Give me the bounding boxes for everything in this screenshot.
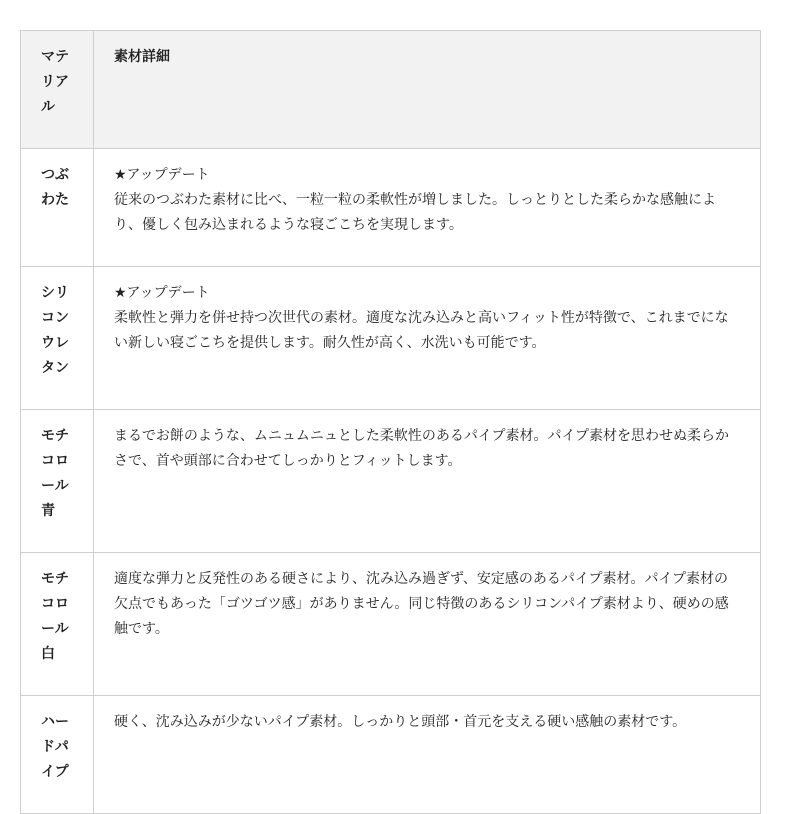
table-row xyxy=(21,149,761,267)
material-detail-cell xyxy=(94,696,761,814)
material-detail: 適度な弾力と反発性のある硬さにより、沈み込み過ぎず、安定感のあるパイプ素材。パイプ素材の欠点でもあった「ゴツゴツ感」がありません。同じ特徴のあるシリコンパイプ素材より、硬めの感触です。 xyxy=(114,571,729,637)
material-detail-cell xyxy=(94,553,761,696)
material-detail-cell xyxy=(94,267,761,410)
header-row xyxy=(21,31,761,149)
material-name: シリコンウレタン xyxy=(21,267,94,410)
material-detail: 従来のつぶわた素材に比べ、一粒一粒の柔軟性が増しました。しっとりとした柔らかな感触により、優しく包み込まれるような寝ごこちを実現します。 xyxy=(114,192,716,233)
table-row xyxy=(21,553,761,696)
material-detail-cell xyxy=(94,410,761,553)
material-detail: まるでお餅のような、ムニュムニュとした柔軟性のあるパイプ素材。パイプ素材を思わせぬ柔らかさで、首や頭部に合わせてしっかりとフィットします。 xyxy=(114,428,730,469)
detail-column-header: 素材詳細 xyxy=(94,31,761,149)
material-name: モチコロール青 xyxy=(21,410,94,553)
material-name: ハードパイプ xyxy=(21,696,94,814)
material-name: モチコロール白 xyxy=(21,553,94,696)
material-detail: 柔軟性と弾力を併せ持つ次世代の素材。適度な沈み込みと高いフィット性が特徴で、これまでにない新しい寝ごこちを提供します。耐久性が高く、水洗いも可能です。 xyxy=(114,310,729,351)
material-column-header: マテリアル xyxy=(21,31,94,149)
table-row xyxy=(21,267,761,410)
material-detail-cell xyxy=(94,149,761,267)
update-badge: ★アップデート xyxy=(114,285,210,301)
table-row xyxy=(21,410,761,553)
materials-table xyxy=(20,30,761,814)
material-name: つぶわた xyxy=(21,149,94,267)
table-body xyxy=(21,149,761,814)
table-header xyxy=(21,31,761,149)
material-detail: 硬く、沈み込みが少ないパイプ素材。しっかりと頭部・首元を支える硬い感触の素材です。 xyxy=(114,714,687,730)
update-badge: ★アップデート xyxy=(114,167,210,183)
table-row xyxy=(21,696,761,814)
